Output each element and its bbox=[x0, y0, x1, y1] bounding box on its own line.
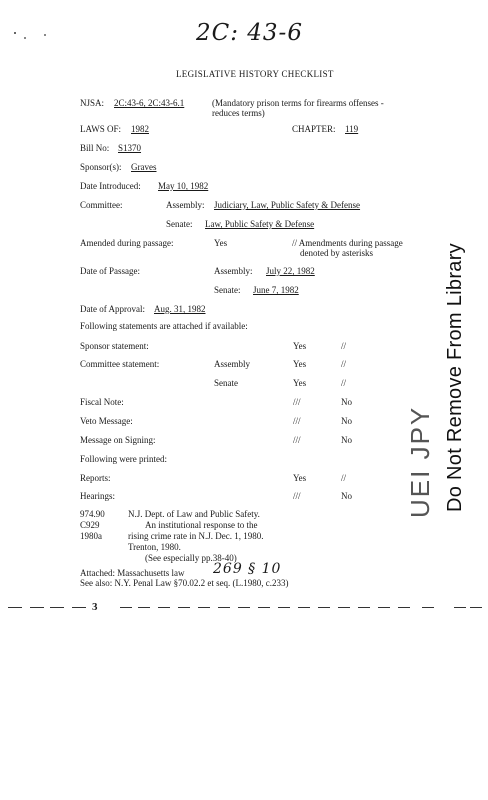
committee-statement-senate: Senate bbox=[214, 378, 238, 388]
scan-speck bbox=[24, 37, 26, 39]
passage-senate-value: June 7, 1982 bbox=[253, 285, 299, 295]
committee-senate-value: Law, Public Safety & Defense bbox=[205, 219, 315, 229]
amended-label: Amended during passage: bbox=[80, 238, 174, 248]
committee-label: Committee: bbox=[80, 200, 123, 210]
fiscal-note-label: Fiscal Note: bbox=[80, 397, 124, 407]
approval-value: Aug. 31, 1982 bbox=[154, 304, 206, 314]
committee-statement-assembly-yes: Yes bbox=[293, 359, 307, 369]
passage-label: Date of Passage: bbox=[80, 266, 140, 276]
page-number: 3 bbox=[92, 601, 98, 613]
hearings-no: No bbox=[341, 491, 352, 501]
scan-speck bbox=[44, 34, 46, 36]
reference-line1: N.J. Dept. of Law and Public Safety. bbox=[128, 509, 260, 519]
bill-no-label: Bill No: bbox=[80, 143, 110, 153]
passage-senate-label: Senate: bbox=[214, 285, 241, 295]
reference-line3: rising crime rate in N.J. Dec. 1, 1980. bbox=[128, 531, 264, 541]
dashed-separator bbox=[8, 607, 484, 609]
passage-assembly-label: Assembly: bbox=[214, 266, 253, 276]
committee-statement-senate-mark: // bbox=[341, 378, 347, 388]
signing-message-no: No bbox=[341, 435, 352, 445]
call-number-line3: 1980a bbox=[80, 531, 102, 541]
committee-statement-senate-yes: Yes bbox=[293, 378, 307, 388]
njsa-description-line1: (Mandatory prison terms for firearms offenses - bbox=[212, 98, 384, 108]
reports-mark: // bbox=[341, 473, 347, 483]
call-number-line2: C929 bbox=[80, 520, 100, 530]
committee-assembly-label: Assembly: bbox=[166, 200, 205, 210]
date-introduced-value: May 10, 1982 bbox=[158, 181, 209, 191]
njsa-label: NJSA: bbox=[80, 98, 105, 108]
date-introduced-label: Date Introduced: bbox=[80, 181, 141, 191]
committee-assembly-value: Judiciary, Law, Public Safety & Defense bbox=[214, 200, 361, 210]
see-also: See also: N.Y. Penal Law §70.02.2 et seq. (L.1980, c.233) bbox=[80, 578, 289, 588]
signing-message-label: Message on Signing: bbox=[80, 435, 156, 445]
signing-message-mark: /// bbox=[293, 435, 301, 445]
library-stamp-faint: UEI JPY bbox=[405, 405, 435, 518]
reference-line4: Trenton, 1980. bbox=[128, 542, 181, 552]
veto-message-mark: /// bbox=[293, 416, 301, 426]
statements-heading: Following statements are attached if available: bbox=[80, 321, 248, 331]
call-number-line1: 974.90 bbox=[80, 509, 105, 519]
hearings-mark: /// bbox=[293, 491, 301, 501]
laws-of-label: LAWS OF: bbox=[80, 124, 122, 134]
sponsor-label: Sponsor(s): bbox=[80, 162, 122, 172]
sponsor-value: Graves bbox=[131, 162, 157, 172]
veto-message-label: Veto Message: bbox=[80, 416, 133, 426]
passage-assembly-value: July 22, 1982 bbox=[266, 266, 315, 276]
approval-label: Date of Approval: bbox=[80, 304, 145, 314]
bill-no-value: S1370 bbox=[118, 143, 142, 153]
amended-note-line1: // Amendments during passage bbox=[292, 238, 403, 248]
chapter-label: CHAPTER: bbox=[292, 124, 336, 134]
fiscal-note-mark: /// bbox=[293, 397, 301, 407]
fiscal-note-no: No bbox=[341, 397, 352, 407]
veto-message-no: No bbox=[341, 416, 352, 426]
njsa-description-line2: reduces terms) bbox=[212, 108, 265, 118]
committee-statement-assembly: Assembly bbox=[214, 359, 250, 369]
committee-senate-label: Senate: bbox=[166, 219, 193, 229]
page-title: LEGISLATIVE HISTORY CHECKLIST bbox=[176, 69, 334, 79]
laws-of-value: 1982 bbox=[131, 124, 149, 134]
printed-heading: Following were printed: bbox=[80, 454, 167, 464]
amended-value: Yes bbox=[214, 238, 228, 248]
chapter-value: 119 bbox=[345, 124, 359, 134]
njsa-value: 2C:43-6, 2C:43-6.1 bbox=[114, 98, 185, 108]
committee-statement-label: Committee statement: bbox=[80, 359, 160, 369]
sponsor-statement-mark: // bbox=[341, 341, 347, 351]
sponsor-statement-label: Sponsor statement: bbox=[80, 341, 149, 351]
committee-statement-assembly-mark: // bbox=[341, 359, 347, 369]
scan-speck bbox=[14, 32, 16, 34]
handwritten-reference: 2C: 43-6 bbox=[196, 20, 303, 46]
reports-label: Reports: bbox=[80, 473, 111, 483]
reference-line5: (See especially pp.38-40) bbox=[145, 553, 237, 563]
hearings-label: Hearings: bbox=[80, 491, 115, 501]
reference-line2: An institutional response to the bbox=[145, 520, 258, 530]
library-stamp: Do Not Remove From Library bbox=[444, 243, 466, 512]
sponsor-statement-yes: Yes bbox=[293, 341, 307, 351]
reports-yes: Yes bbox=[293, 473, 307, 483]
attached-label: Attached: Massachusetts law bbox=[80, 568, 185, 578]
amended-note-line2: denoted by asterisks bbox=[300, 248, 373, 258]
attached-handwritten: 269 § 10 bbox=[213, 561, 282, 577]
